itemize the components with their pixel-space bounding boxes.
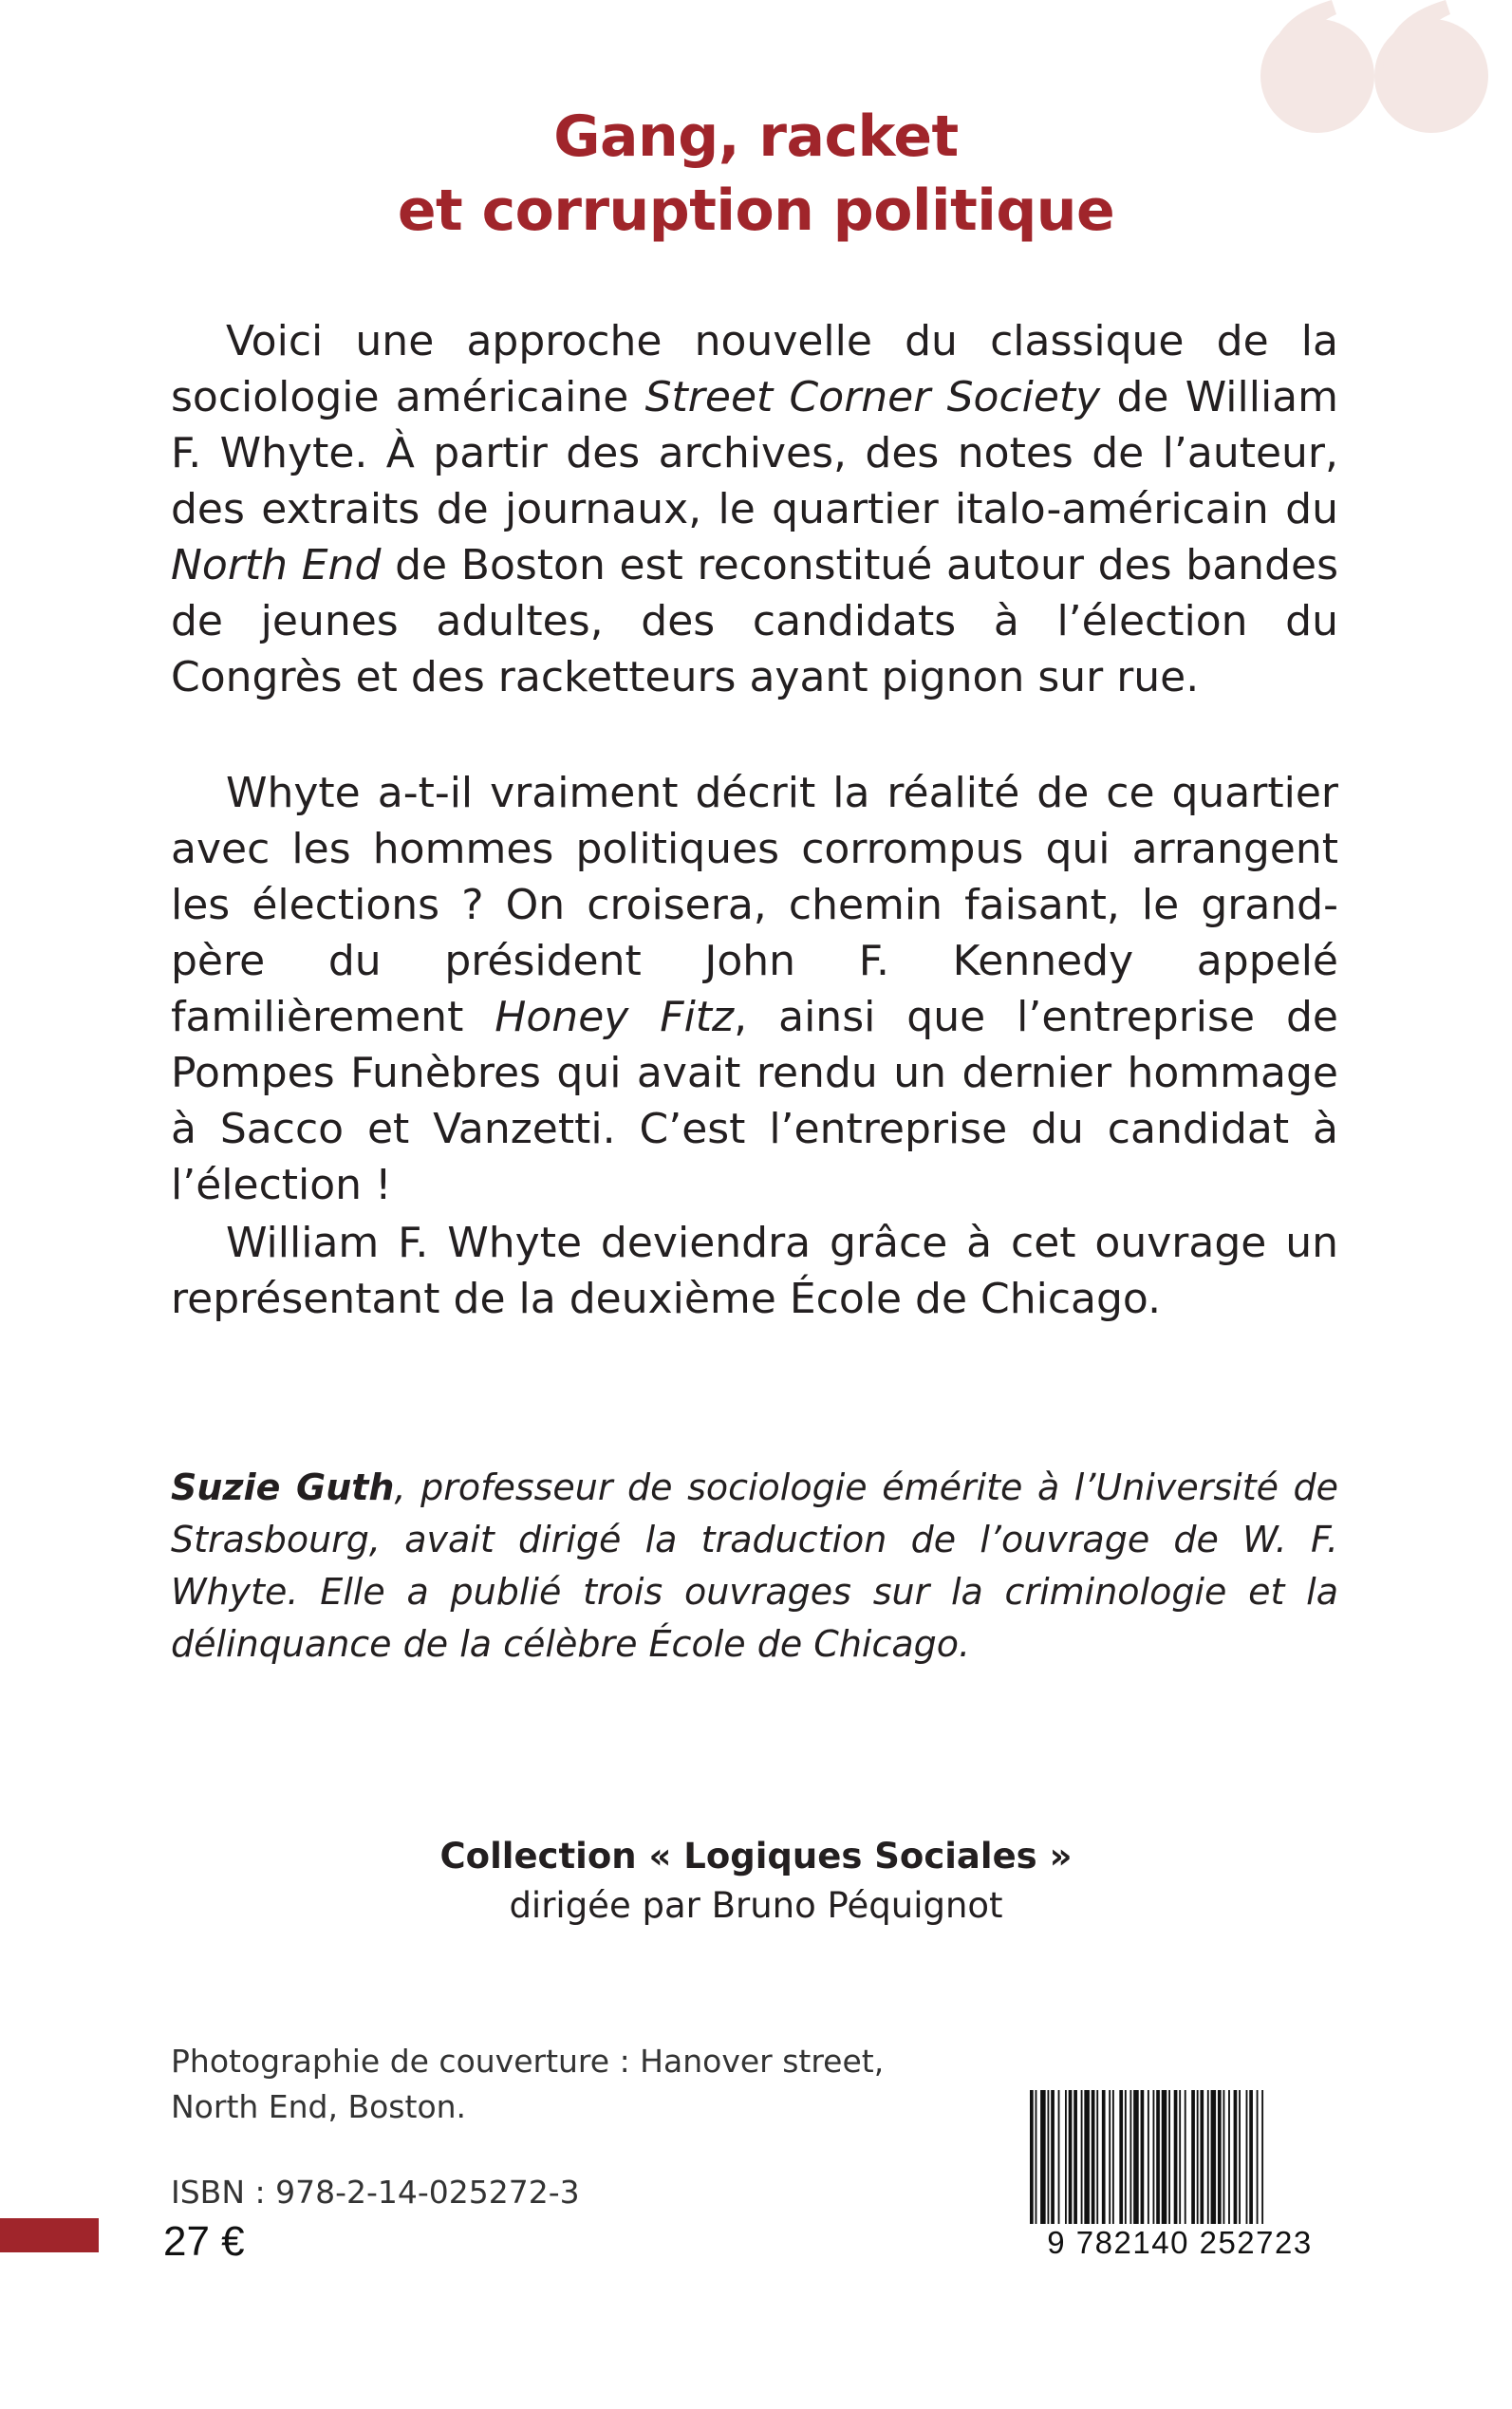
barcode-bar xyxy=(1040,2090,1046,2228)
barcode-bar xyxy=(1048,2090,1050,2228)
paragraph-segment: , ainsi que l’entreprise de Pompes Funèbres qui avait rendu un dernier hommage à Sacco et Vanzetti. C’est l’entreprise du candidat à l’élection ! xyxy=(171,993,1338,1209)
barcode-bar xyxy=(1092,2090,1095,2228)
barcode-bar xyxy=(1246,2090,1248,2228)
barcode-bar xyxy=(1257,2090,1259,2228)
paragraph-segment: William F. Whyte deviendra grâce à cet ouvrage un représentant de la deuxième École de Chicago. xyxy=(171,1219,1338,1323)
barcode-bar xyxy=(1073,2090,1077,2228)
barcode-bar xyxy=(1228,2090,1230,2228)
italic-title: Honey Fitz xyxy=(495,993,735,1041)
collection-info xyxy=(0,1832,1512,1931)
title-line-1: Gang, racket xyxy=(553,103,959,170)
barcode-bar xyxy=(1179,2090,1181,2228)
barcode-bar xyxy=(1223,2090,1225,2228)
price: 27 € xyxy=(163,2218,245,2265)
barcode-bar xyxy=(1119,2090,1123,2228)
book-title xyxy=(0,100,1512,248)
barcode-bar xyxy=(1200,2090,1204,2228)
collection-name: Collection « Logiques Sociales » xyxy=(439,1836,1073,1877)
paragraph-text xyxy=(171,1215,1338,1327)
author-bio xyxy=(171,1462,1338,1671)
barcode-bar xyxy=(1096,2090,1098,2228)
photo-credit xyxy=(171,2039,884,2130)
barcode-bar xyxy=(1174,2090,1178,2228)
barcode-bar xyxy=(1162,2090,1167,2228)
barcode-bar xyxy=(1153,2090,1155,2228)
barcode-bar xyxy=(1102,2090,1106,2228)
accent-bar xyxy=(0,2218,99,2252)
paragraph-segment: de Boston est reconstitué autour des bandes de jeunes adultes, des candidats à l’élection du Congrès et des racketteurs ayant pignon sur rue. xyxy=(171,541,1338,701)
barcode-bar xyxy=(1239,2090,1241,2228)
barcode-bar xyxy=(1058,2090,1060,2228)
isbn: ISBN : 978-2-14-025272-3 xyxy=(171,2174,580,2211)
paragraph-text xyxy=(171,765,1338,1213)
barcode-bar xyxy=(1084,2090,1090,2228)
barcode-bar xyxy=(1156,2090,1160,2228)
paragraph-2 xyxy=(171,765,1338,1213)
barcode-bar xyxy=(1249,2090,1253,2228)
barcode-bar xyxy=(1129,2090,1131,2228)
barcode-bar xyxy=(1141,2090,1145,2228)
barcode-bar xyxy=(1234,2090,1238,2228)
barcode-bar xyxy=(1207,2090,1209,2228)
barcode-number: 9 782140 252723 xyxy=(1028,2224,1332,2262)
barcode-bar xyxy=(1197,2090,1199,2228)
photo-credit-line-2: North End, Boston. xyxy=(171,2088,467,2125)
barcode-bar xyxy=(1109,2090,1111,2228)
barcode-bar xyxy=(1185,2090,1186,2228)
paragraph-segment: Voici une approche nouvelle du classique de la sociologie américaine xyxy=(171,317,1338,421)
barcode-bar xyxy=(1065,2090,1067,2228)
barcode-bar xyxy=(1168,2090,1170,2228)
barcode-bar xyxy=(1211,2090,1217,2228)
paragraph-3 xyxy=(171,1215,1338,1327)
author-bio-text: , professeur de sociologie émérite à l’Université de Strasbourg, avait dirigé la traduction de l’ouvrage de W. F. Whyte. Elle a publié trois ouvrages sur la criminologie et la délinquance de la célèbre École de Chicago. xyxy=(171,1466,1338,1665)
italic-title: Street Corner Society xyxy=(644,373,1101,421)
barcode-bar xyxy=(1218,2090,1222,2228)
collection-director: dirigée par Bruno Péquignot xyxy=(509,1885,1003,1926)
paragraph-1 xyxy=(171,313,1338,705)
author-name: Suzie Guth xyxy=(171,1466,395,1508)
title-line-2: et corruption politique xyxy=(397,177,1115,244)
barcode-bar xyxy=(1125,2090,1127,2228)
photo-credit-line-1: Photographie de couverture : Hanover street, xyxy=(171,2043,885,2080)
barcode-bar xyxy=(1081,2090,1083,2228)
barcode-bar xyxy=(1133,2090,1139,2228)
barcode-bar xyxy=(1191,2090,1195,2228)
paragraph-text xyxy=(171,313,1338,705)
barcode-bar xyxy=(1112,2090,1114,2228)
italic-title: North End xyxy=(171,541,382,589)
barcode-bar xyxy=(1051,2090,1055,2228)
barcode-bar xyxy=(1069,2090,1073,2228)
paragraph-segment: Whyte a-t-il vraiment décrit la réalité de ce quartier avec les hommes politiques corrompus qui arrangent les élections ? On croisera, chemin faisant, le grand-père du président John F. Kennedy appelé familièrement xyxy=(171,769,1338,1041)
paragraph-segment: de William F. Whyte. À partir des archives, des notes de l’auteur, des extraits de journaux, le quartier italo-américain du xyxy=(171,373,1338,533)
